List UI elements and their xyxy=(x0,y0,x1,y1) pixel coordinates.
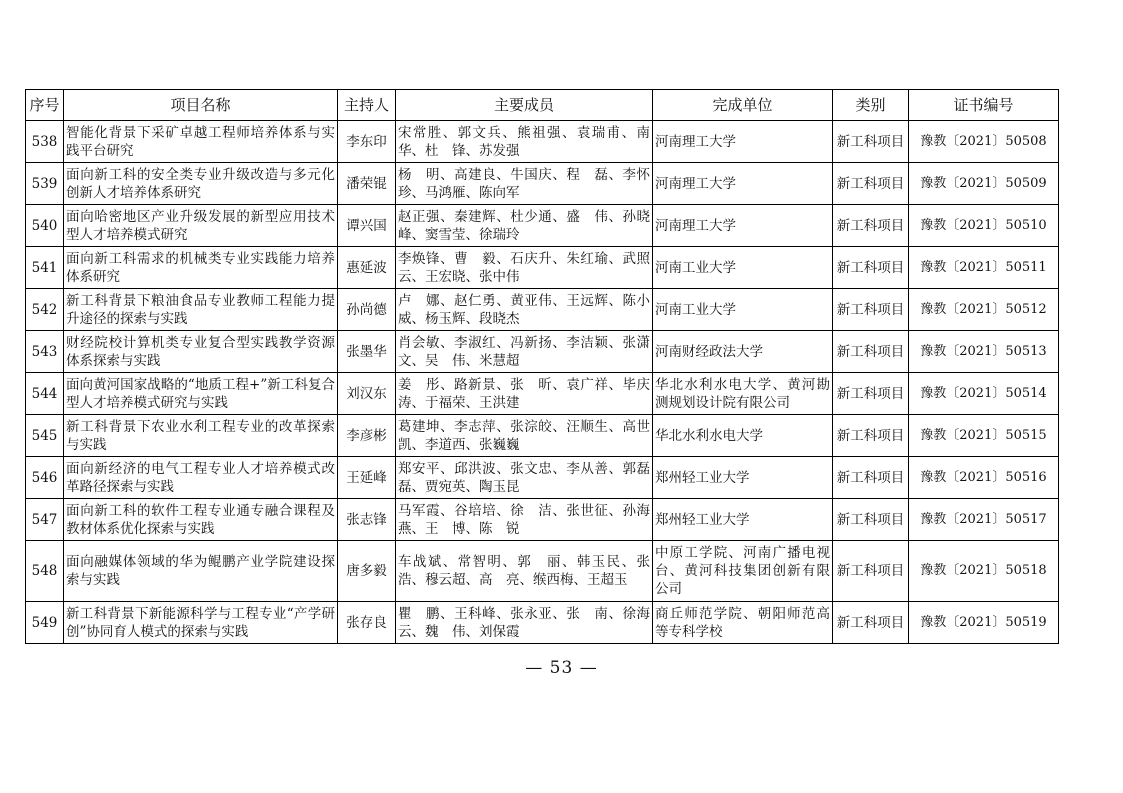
certificate-cell: 豫教〔2021〕50509 xyxy=(909,163,1059,205)
project-name-cell: 智能化背景下采矿卓越工程师培养体系与实践平台研究 xyxy=(64,121,338,163)
category-cell: 新工科项目 xyxy=(833,121,909,163)
header-unit: 完成单位 xyxy=(653,90,833,121)
project-name-cell: 面向新工科需求的机械类专业实践能力培养体系研究 xyxy=(64,247,338,289)
unit-cell: 华北水利水电大学、黄河勘测规划设计院有限公司 xyxy=(653,373,833,415)
unit-cell: 河南理工大学 xyxy=(653,163,833,205)
header-category: 类别 xyxy=(833,90,909,121)
project-name-cell: 面向新工科的软件工程专业通专融合课程及教材体系优化探索与实践 xyxy=(64,499,338,541)
project-name-cell: 面向哈密地区产业升级发展的新型应用技术型人才培养模式研究 xyxy=(64,205,338,247)
table-row xyxy=(26,373,1059,415)
host-cell: 唐多毅 xyxy=(338,541,396,602)
unit-cell: 中原工学院、河南广播电视台、黄河科技集团创新有限公司 xyxy=(653,541,833,602)
category-cell: 新工科项目 xyxy=(833,457,909,499)
category-cell: 新工科项目 xyxy=(833,541,909,602)
seq-cell: 549 xyxy=(26,602,64,644)
header-host: 主持人 xyxy=(338,90,396,121)
certificate-cell: 豫教〔2021〕50518 xyxy=(909,541,1059,602)
certificate-cell: 豫教〔2021〕50517 xyxy=(909,499,1059,541)
project-name-cell: 面向新工科的安全类专业升级改造与多元化创新人才培养体系研究 xyxy=(64,163,338,205)
seq-cell: 544 xyxy=(26,373,64,415)
host-cell: 孙尚德 xyxy=(338,289,396,331)
header-certificate: 证书编号 xyxy=(909,90,1059,121)
members-cell: 姜 彤、路新景、张 昕、袁广祥、毕庆涛、于福荣、王洪建 xyxy=(396,373,653,415)
category-cell: 新工科项目 xyxy=(833,415,909,457)
table-row xyxy=(26,247,1059,289)
table-row xyxy=(26,457,1059,499)
host-cell: 李东印 xyxy=(338,121,396,163)
host-cell: 张存良 xyxy=(338,602,396,644)
seq-cell: 543 xyxy=(26,331,64,373)
project-name-cell: 面向黄河国家战略的“地质工程+”新工科复合型人才培养模式研究与实践 xyxy=(64,373,338,415)
members-cell: 宋常胜、郭文兵、熊祖强、袁瑞甫、南 华、杜 锋、苏发强 xyxy=(396,121,653,163)
table-row xyxy=(26,541,1059,602)
category-cell: 新工科项目 xyxy=(833,163,909,205)
certificate-cell: 豫教〔2021〕50514 xyxy=(909,373,1059,415)
unit-cell: 郑州轻工业大学 xyxy=(653,499,833,541)
category-cell: 新工科项目 xyxy=(833,331,909,373)
table-row xyxy=(26,205,1059,247)
certificate-cell: 豫教〔2021〕50508 xyxy=(909,121,1059,163)
unit-cell: 河南理工大学 xyxy=(653,205,833,247)
category-cell: 新工科项目 xyxy=(833,205,909,247)
certificate-cell: 豫教〔2021〕50512 xyxy=(909,289,1059,331)
certificate-cell: 豫教〔2021〕50511 xyxy=(909,247,1059,289)
unit-cell: 郑州轻工业大学 xyxy=(653,457,833,499)
certificate-cell: 豫教〔2021〕50515 xyxy=(909,415,1059,457)
table-row xyxy=(26,331,1059,373)
seq-cell: 547 xyxy=(26,499,64,541)
project-name-cell: 财经院校计算机类专业复合型实践教学资源体系探索与实践 xyxy=(64,331,338,373)
host-cell: 谭兴国 xyxy=(338,205,396,247)
host-cell: 惠延波 xyxy=(338,247,396,289)
page-number: — 53 — xyxy=(525,658,598,678)
members-cell: 葛建坤、李志萍、张淙皎、汪顺生、高世凯、李道西、张巍巍 xyxy=(396,415,653,457)
host-cell: 王延峰 xyxy=(338,457,396,499)
members-cell: 卢 娜、赵仁勇、黄亚伟、王远辉、陈小威、杨玉辉、段晓杰 xyxy=(396,289,653,331)
project-name-cell: 面向融媒体领域的华为鲲鹏产业学院建设探索与实践 xyxy=(64,541,338,602)
category-cell: 新工科项目 xyxy=(833,499,909,541)
members-cell: 李焕锋、曹 毅、石庆升、朱红瑜、武照云、王宏晓、张中伟 xyxy=(396,247,653,289)
members-cell: 肖会敏、李淑红、冯新扬、李洁颖、张潇文、吴 伟、米慧超 xyxy=(396,331,653,373)
members-cell: 马军霞、谷培培、徐 洁、张世征、孙海燕、王 博、陈 锐 xyxy=(396,499,653,541)
table-row xyxy=(26,289,1059,331)
category-cell: 新工科项目 xyxy=(833,289,909,331)
projects-table xyxy=(25,89,1059,644)
header-project-name: 项目名称 xyxy=(64,90,338,121)
host-cell: 刘汉东 xyxy=(338,373,396,415)
seq-cell: 548 xyxy=(26,541,64,602)
members-cell: 赵正强、秦建辉、杜少通、盛 伟、孙晓峰、窦雪莹、徐瑞玲 xyxy=(396,205,653,247)
category-cell: 新工科项目 xyxy=(833,602,909,644)
project-name-cell: 新工科背景下农业水利工程专业的改革探索与实践 xyxy=(64,415,338,457)
table-row xyxy=(26,415,1059,457)
unit-cell: 商丘师范学院、朝阳师范高等专科学校 xyxy=(653,602,833,644)
certificate-cell: 豫教〔2021〕50510 xyxy=(909,205,1059,247)
members-cell: 车战斌、常智明、郭 丽、韩玉民、张 浩、穆云超、高 亮、缑西梅、王超玉 xyxy=(396,541,653,602)
members-cell: 杨 明、高建良、牛国庆、程 磊、李怀珍、马鸿雁、陈向军 xyxy=(396,163,653,205)
table-row xyxy=(26,121,1059,163)
unit-cell: 河南工业大学 xyxy=(653,289,833,331)
table-row xyxy=(26,602,1059,644)
seq-cell: 539 xyxy=(26,163,64,205)
members-cell: 瞿 鹏、王科峰、张永亚、张 南、徐海云、魏 伟、刘保霞 xyxy=(396,602,653,644)
host-cell: 李彦彬 xyxy=(338,415,396,457)
unit-cell: 华北水利水电大学 xyxy=(653,415,833,457)
seq-cell: 542 xyxy=(26,289,64,331)
host-cell: 张墨华 xyxy=(338,331,396,373)
seq-cell: 541 xyxy=(26,247,64,289)
certificate-cell: 豫教〔2021〕50519 xyxy=(909,602,1059,644)
project-name-cell: 新工科背景下粮油食品专业教师工程能力提升途径的探索与实践 xyxy=(64,289,338,331)
category-cell: 新工科项目 xyxy=(833,247,909,289)
certificate-cell: 豫教〔2021〕50516 xyxy=(909,457,1059,499)
unit-cell: 河南理工大学 xyxy=(653,121,833,163)
project-name-cell: 面向新经济的电气工程专业人才培养模式改革路径探索与实践 xyxy=(64,457,338,499)
project-name-cell: 新工科背景下新能源科学与工程专业“产学研创”协同育人模式的探索与实践 xyxy=(64,602,338,644)
header-members: 主要成员 xyxy=(396,90,653,121)
members-cell: 郑安平、邱洪波、张文忠、李从善、郭磊磊、贾宛英、陶玉昆 xyxy=(396,457,653,499)
category-cell: 新工科项目 xyxy=(833,373,909,415)
unit-cell: 河南财经政法大学 xyxy=(653,331,833,373)
host-cell: 潘荣锟 xyxy=(338,163,396,205)
table-row xyxy=(26,499,1059,541)
seq-cell: 538 xyxy=(26,121,64,163)
seq-cell: 546 xyxy=(26,457,64,499)
table-row xyxy=(26,163,1059,205)
table-header-row xyxy=(26,90,1059,121)
certificate-cell: 豫教〔2021〕50513 xyxy=(909,331,1059,373)
host-cell: 张志锋 xyxy=(338,499,396,541)
seq-cell: 545 xyxy=(26,415,64,457)
header-seq: 序号 xyxy=(26,90,64,121)
seq-cell: 540 xyxy=(26,205,64,247)
unit-cell: 河南工业大学 xyxy=(653,247,833,289)
